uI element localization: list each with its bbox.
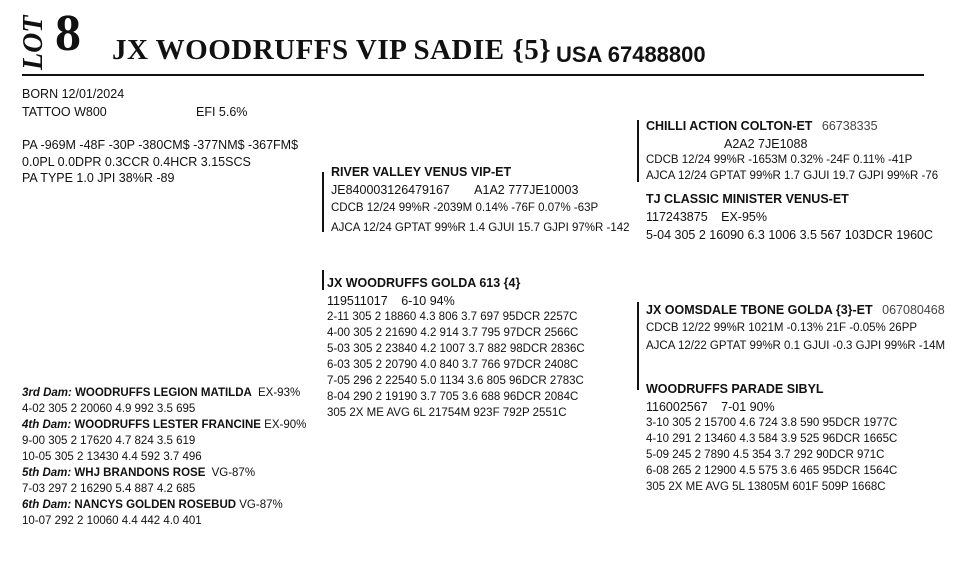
dam5-name: WHJ BRANDONS ROSE	[74, 467, 206, 479]
dam-bracket	[322, 270, 324, 290]
dam6-label: 6th Dam:	[22, 499, 72, 511]
header-divider	[22, 74, 924, 76]
dam3-name: WOODRUFFS LEGION MATILDA	[75, 387, 252, 399]
pa-line-1: PA -969M -48F -30P -380CM$ -377NM$ -367FM$	[22, 138, 299, 152]
dam4-record: 9-00 305 2 17620 4.7 824 3.5 619	[22, 435, 196, 447]
dam3-score: EX-93%	[258, 387, 301, 399]
dam-record: 5-03 305 2 23840 4.2 1007 3.7 882 98DCR 2836C	[327, 343, 585, 355]
sire-id-number: JE840003126479167	[331, 183, 450, 197]
sire-sire-code: A2A2 7JE1088	[724, 137, 808, 151]
dam-dam-record: 3-10 305 2 15700 4.6 724 3.8 590 95DCR 1977C	[646, 417, 898, 429]
born-date: BORN 12/01/2024	[22, 87, 125, 101]
sire-block	[331, 164, 630, 236]
dam6-record: 10-07 292 2 10060 4.4 442 4.0 401	[22, 515, 202, 527]
dam6-score: VG-87%	[239, 499, 283, 511]
dam5-label: 5th Dam:	[22, 467, 72, 479]
dam-dam-reg: 116002567	[646, 400, 708, 414]
dam5-record: 7-03 297 2 16290 5.4 887 4.2 685	[22, 483, 196, 495]
dam-dam-name: WOODRUFFS PARADE SIBYL	[646, 382, 824, 396]
sire-dam-record: 5-04 305 2 16090 6.3 1006 3.5 567 103DCR 1960C	[646, 228, 934, 242]
dam3-record: 4-02 305 2 20060 4.9 992 3.5 695	[22, 403, 196, 415]
dam-dam-record: 5-09 245 2 7890 4.5 354 3.7 292 90DCR 971C	[646, 449, 885, 461]
dam3-label: 3rd Dam:	[22, 387, 72, 399]
sire-code: A1A2 777JE10003	[474, 183, 579, 197]
dam-record: 7-05 296 2 22540 5.0 1134 3.6 805 96DCR 2783C	[327, 375, 584, 387]
dam-dam-score: 7-01 90%	[721, 400, 775, 414]
tattoo: TATTOO W800	[22, 105, 107, 119]
dam4-record: 10-05 305 2 13430 4.4 592 3.7 496	[22, 451, 202, 463]
sire-dam-block	[646, 191, 933, 243]
dam-reg: 119511017	[327, 294, 388, 308]
sire-sire-cdcb: CDCB 12/24 99%R -1653M 0.32% -24F 0.11% -41P	[646, 154, 913, 166]
sire-dam-score: EX-95%	[721, 210, 767, 224]
dam4-label: 4th Dam:	[22, 419, 72, 431]
dam4-score: EX-90%	[264, 419, 307, 431]
sire-ajca: AJCA 12/24 GPTAT 99%R 1.4 GJUI 15.7 GJPI 97%R -142	[331, 222, 630, 234]
sire-cdcb: CDCB 12/24 99%R -2039M 0.14% -76F 0.07% -63P	[331, 202, 599, 214]
lot-number: 8	[55, 5, 81, 62]
dam-dam-me-average: 305 2X ME AVG 5L 13805M 601F 509P 1668C	[646, 481, 886, 493]
pa-line-2: 0.0PL 0.0DPR 0.3CCR 0.4HCR 3.15SCS	[22, 155, 251, 169]
dam-block	[327, 275, 585, 421]
dam-dam-record: 4-10 291 2 13460 4.3 584 3.9 525 96DCR 1665C	[646, 433, 898, 445]
dam-dam-block	[646, 381, 897, 495]
sire-id	[331, 182, 630, 198]
dam-sire-name: JX OOMSDALE TBONE GOLDA {3}-ET	[646, 303, 873, 317]
sire-dam-reg: 117243875	[646, 210, 708, 224]
dam-sire-ajca: AJCA 12/22 GPTAT 99%R 0.1 GJUI -0.3 GJPI 99%R -14M	[646, 340, 946, 352]
animal-name: JX WOODRUFFS VIP SADIE {5}	[112, 34, 552, 66]
dam-record: 2-11 305 2 18860 4.3 806 3.7 697 95DCR 2257C	[327, 311, 578, 323]
dam-dam-record: 6-08 265 2 12900 4.5 575 3.6 465 95DCR 1564C	[646, 465, 898, 477]
sire-sire-name: CHILLI ACTION COLTON-ET	[646, 119, 813, 133]
registration-number: USA 67488800	[556, 42, 706, 67]
sire-bracket	[322, 172, 324, 232]
dam6-name: NANCYS GOLDEN ROSEBUD	[74, 499, 237, 511]
sire-name: RIVER VALLEY VENUS VIP-ET	[331, 165, 512, 179]
sire-sire-reg: 66738335	[821, 119, 878, 133]
sire-sire-bracket	[637, 120, 639, 182]
dam-record: 4-00 305 2 21690 4.2 914 3.7 795 97DCR 2566C	[327, 327, 579, 339]
dam-sire-bracket	[637, 302, 639, 390]
pa-line-3: PA TYPE 1.0 JPI 38%R -89	[22, 171, 175, 185]
efi: EFI 5.6%	[196, 105, 248, 119]
sire-dam-name: TJ CLASSIC MINISTER VENUS-ET	[646, 192, 849, 206]
dam-sire-cdcb: CDCB 12/22 99%R 1021M -0.13% 21F -0.05% 26PP	[646, 322, 918, 334]
ancestor-dams	[22, 385, 306, 529]
dam-record: 6-03 305 2 20790 4.0 840 3.7 766 97DCR 2408C	[327, 359, 579, 371]
dam-record: 8-04 290 2 19190 3.7 705 3.6 688 96DCR 2084C	[327, 391, 579, 403]
lot-label: LOT	[18, 15, 49, 70]
dam-sire-reg: 067080468	[882, 303, 945, 317]
sire-sire-ajca: AJCA 12/24 GPTAT 99%R 1.7 GJUI 19.7 GJPI 99%R -76	[646, 170, 939, 182]
dam4-name: WOODRUFFS LESTER FRANCINE	[74, 419, 261, 431]
dam-score: 6-10 94%	[401, 294, 455, 308]
dam-sire-block	[646, 302, 945, 354]
dam5-score: VG-87%	[211, 467, 256, 479]
dam-me-average: 305 2X ME AVG 6L 21754M 923F 792P 2551C	[327, 407, 567, 419]
sire-sire-block	[646, 118, 938, 184]
dam-name: JX WOODRUFFS GOLDA 613 {4}	[327, 276, 521, 290]
